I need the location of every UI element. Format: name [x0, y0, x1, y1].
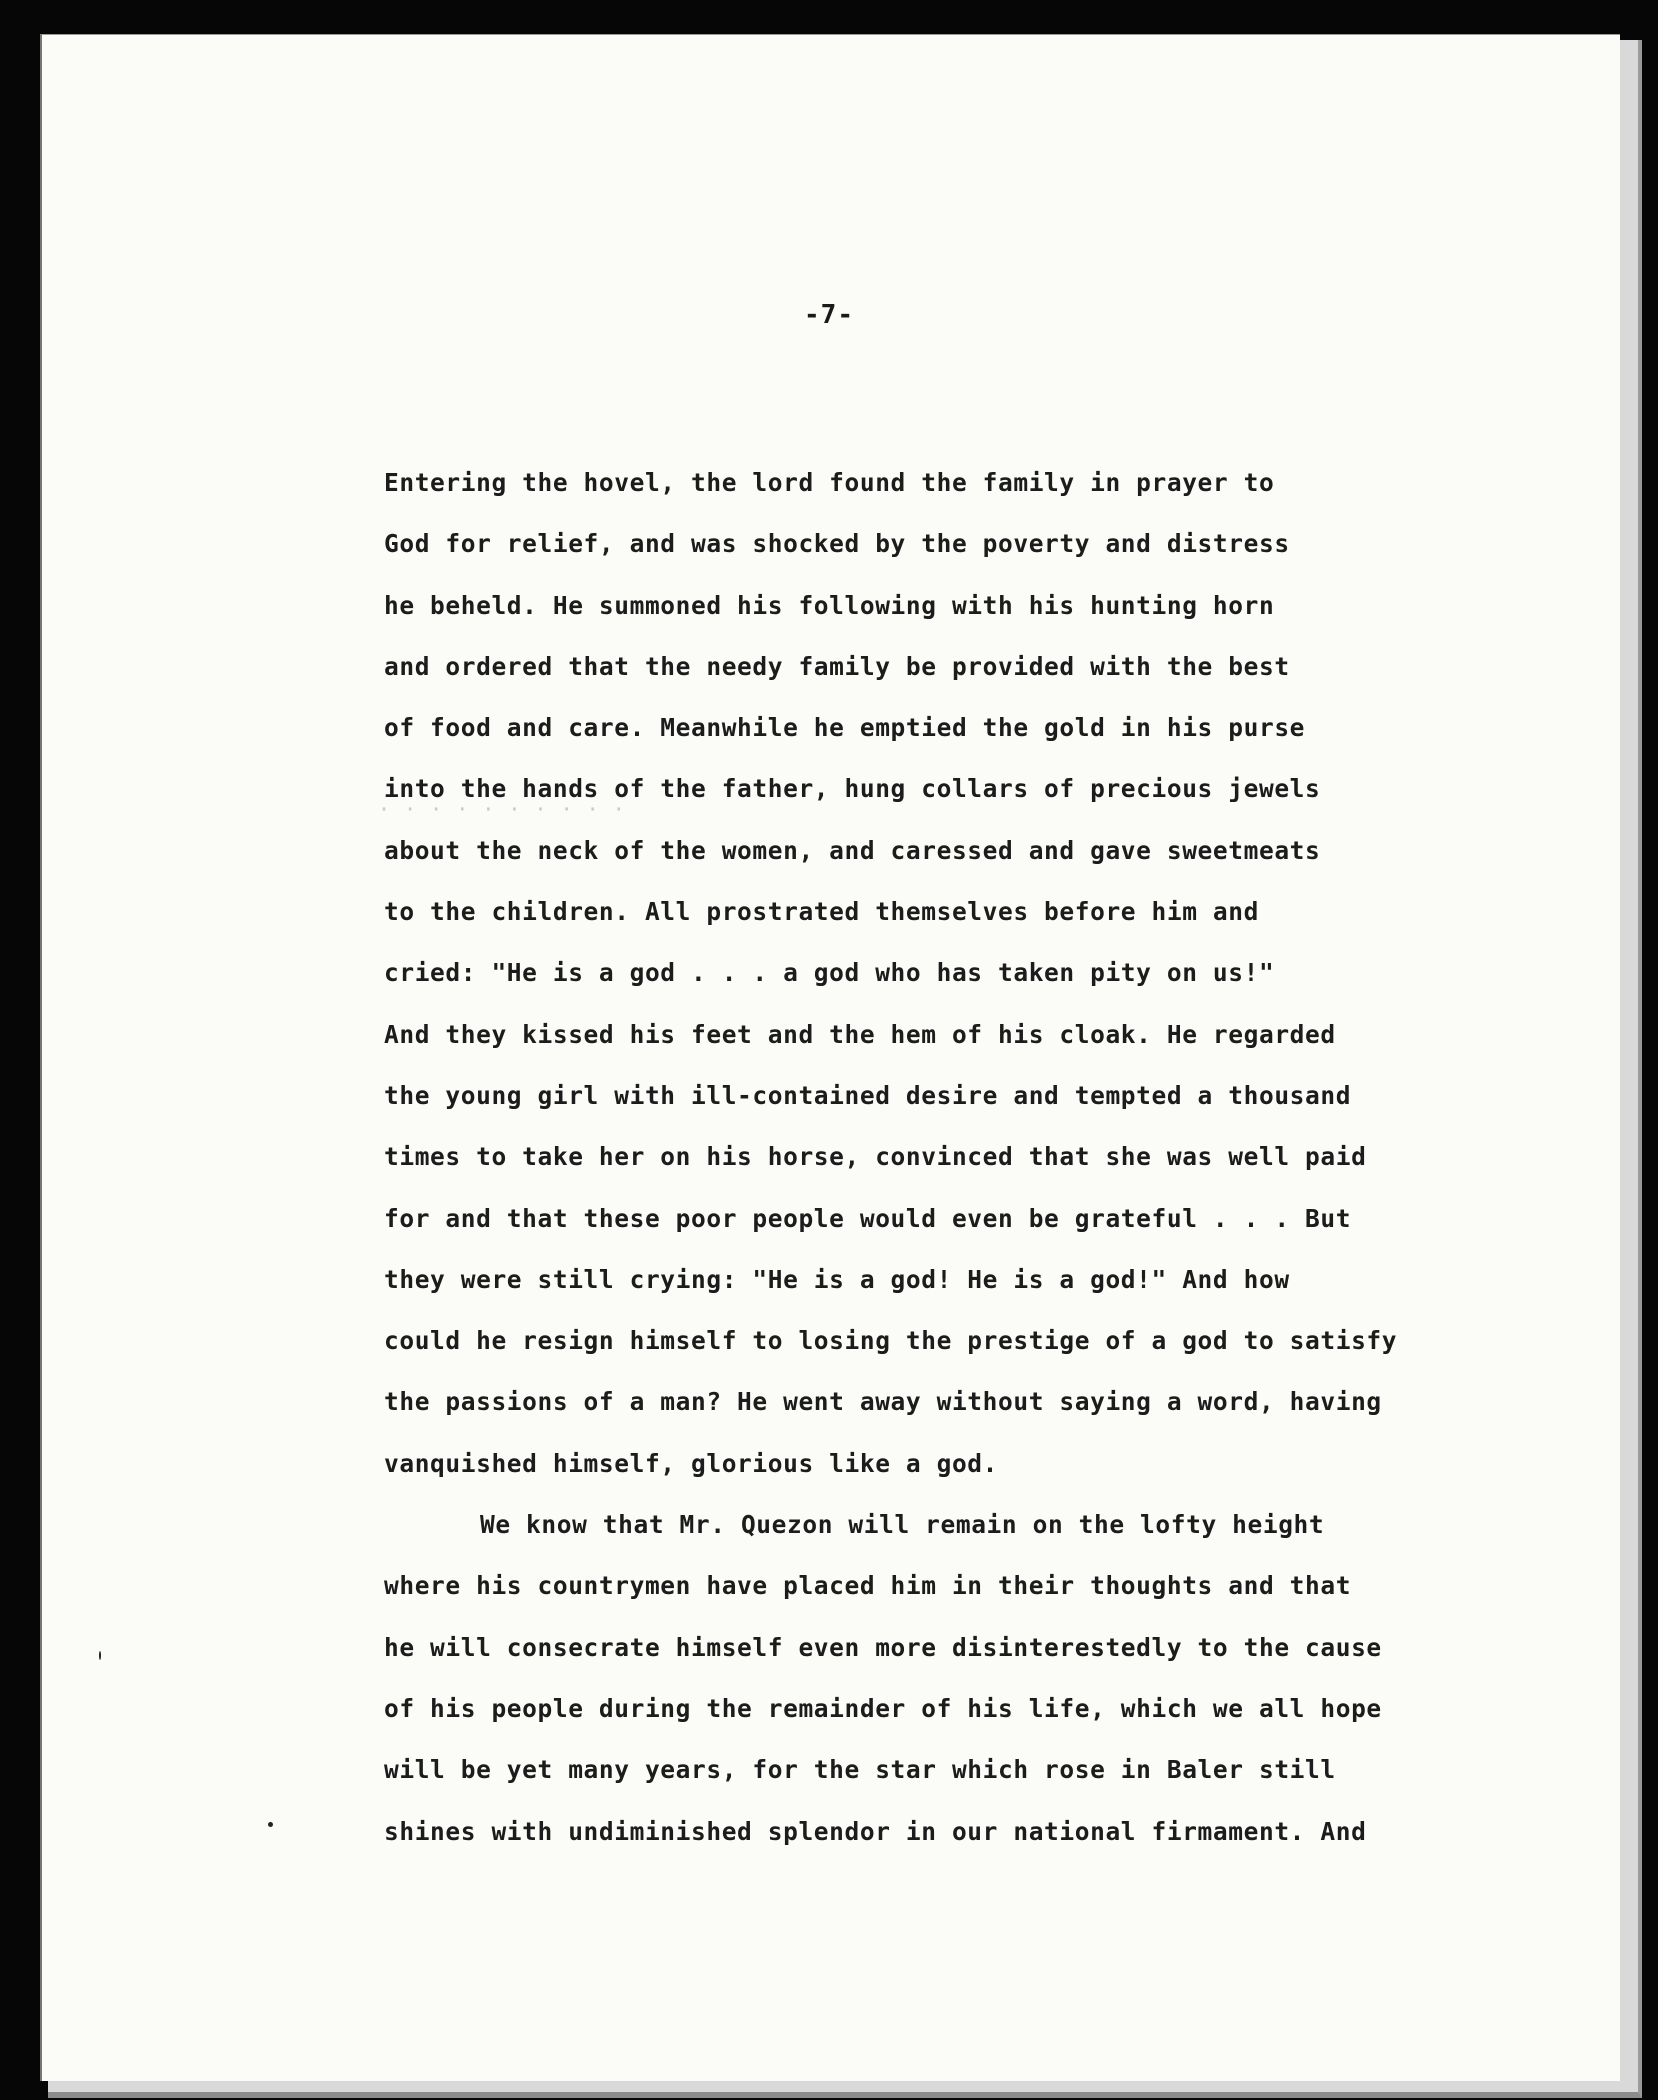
- text-line: times to take her on his horse, convinced that she was well paid: [384, 1142, 1367, 1172]
- text-line: they were still crying: "He is a god! He is a god!" And how: [384, 1264, 1290, 1294]
- text-line: God for relief, and was shocked by the poverty and distress: [384, 529, 1290, 559]
- text-line: the young girl with ill-contained desire and tempted a thousand: [384, 1080, 1352, 1110]
- text-line: could he resign himself to losing the prestige of a god to satisfy: [384, 1326, 1398, 1356]
- text-line: for and that these poor people would even be grateful . . . But: [384, 1203, 1352, 1233]
- text-line: Entering the hovel, the lord found the family in prayer to: [384, 468, 1275, 497]
- text-line: of food and care. Meanwhile he emptied the gold in his purse: [384, 713, 1306, 743]
- text-line: And they kissed his feet and the hem of his cloak. He regarded: [384, 1019, 1336, 1049]
- text-line: into the hands of the father, hung collars of precious jewels: [384, 774, 1321, 804]
- text-line: he will consecrate himself even more disinterestedly to the cause: [384, 1632, 1382, 1662]
- page-number: -7-: [804, 300, 854, 330]
- text-line: the passions of a man? He went away without saying a word, having: [384, 1387, 1382, 1417]
- text-line: cried: "He is a god . . . a god who has taken pity on us!": [384, 958, 1275, 988]
- text-line: where his countrymen have placed him in their thoughts and that: [384, 1571, 1352, 1601]
- text-line: We know that Mr. Quezon will remain on the lofty height: [480, 1510, 1325, 1540]
- document-body: [384, 452, 1424, 1862]
- text-line: he beheld. He summoned his following with his hunting horn: [384, 590, 1275, 620]
- bleed-through-marks: · · · · · · · · · ·: [378, 797, 626, 821]
- paragraph-2: [384, 1494, 1424, 1862]
- text-line: shines with undiminished splendor in our national firmament. And: [384, 1816, 1367, 1846]
- text-line: will be yet many years, for the star which rose in Baler still: [384, 1755, 1336, 1785]
- text-line: about the neck of the women, and caressed and gave sweetmeats: [384, 835, 1321, 865]
- text-line: of his people during the remainder of his life, which we all hope: [384, 1693, 1382, 1723]
- text-line: and ordered that the needy family be provided with the best: [384, 651, 1290, 681]
- scan-speck: [268, 1822, 273, 1827]
- paragraph-1: [384, 452, 1424, 1494]
- scan-speck: [99, 1651, 101, 1660]
- text-line: to the children. All prostrated themselves before him and: [384, 897, 1259, 927]
- text-line: vanquished himself, glorious like a god.: [384, 1448, 999, 1478]
